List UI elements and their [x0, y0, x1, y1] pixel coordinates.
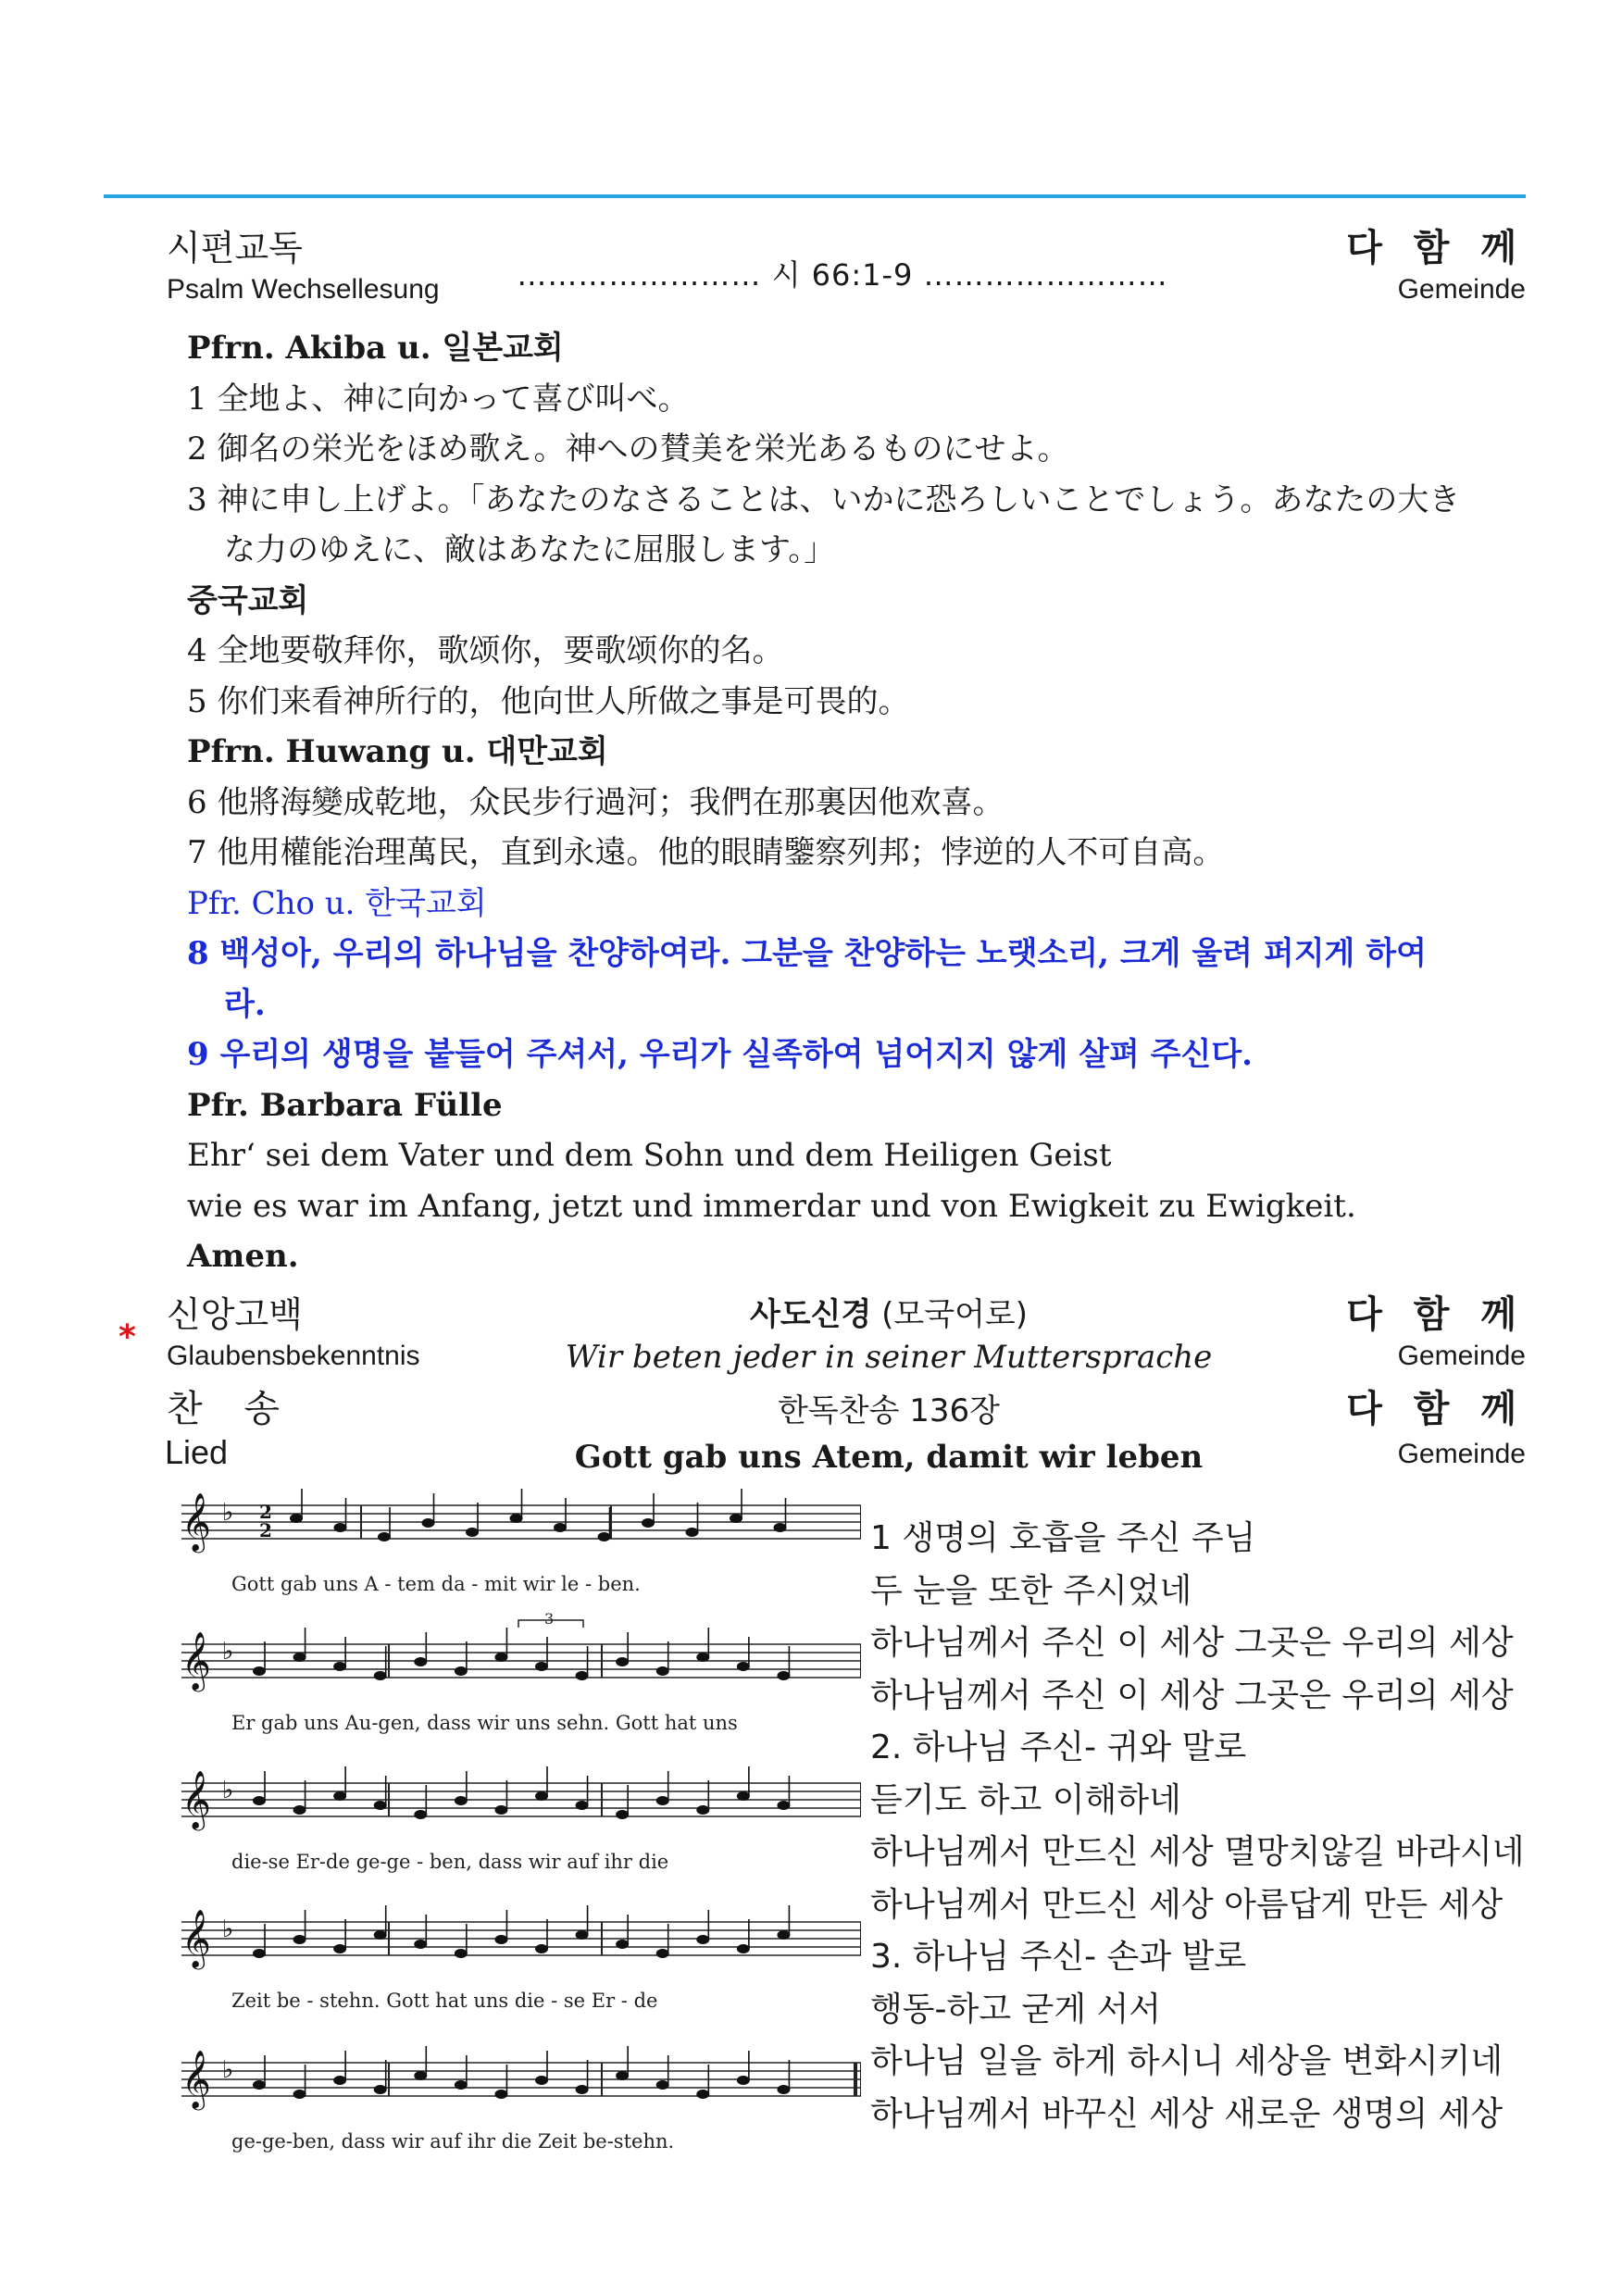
note-head — [414, 2071, 427, 2080]
psalm-title-ko: 시편교독 — [167, 228, 303, 268]
note-head — [455, 1949, 468, 1958]
note-head — [737, 1944, 750, 1953]
flat-sign-icon: ♭ — [222, 1915, 234, 1943]
time-signature-bottom: 2 — [259, 1519, 272, 1541]
note-head — [616, 2071, 629, 2080]
psalm-right-ko: 다 함 께 — [1346, 227, 1526, 269]
korean-lyric-line: 하나님께서 만드신 세상 멸망치않길 바라시네 — [870, 1833, 1525, 1871]
korean-lyric-line: 하나님께서 만드신 세상 아름답게 만든 세상 — [870, 1885, 1503, 1924]
note-head — [777, 2085, 790, 2094]
note-head — [616, 1657, 629, 1666]
note-head — [253, 1666, 266, 1676]
note-head — [293, 1935, 306, 1944]
score-lyric: ge-ge-ben, dass wir auf ihr die Zeit be-stehn. — [231, 2130, 675, 2152]
korean-lyrics — [870, 1518, 1537, 2166]
note-head — [494, 1653, 507, 1662]
reading-line: 1 全地よ、神に向かって喜び叫べ。 — [187, 380, 690, 418]
reading-line: Amen. — [187, 1238, 299, 1275]
creed-note: (모국어로) — [871, 1296, 1029, 1333]
note-head — [253, 1796, 266, 1805]
score-lyric: die-se Er-de ge-ge - ben, dass wir auf ihr die — [231, 1851, 669, 1873]
reading-line: Pfr. Cho u. 한국교회 — [187, 884, 487, 922]
reading-line: Ehr‘ sei dem Vater und dem Sohn und dem Heiligen Geist — [187, 1137, 1112, 1174]
note-head — [696, 1653, 709, 1662]
korean-lyric-line: 1 생명의 호흡을 주신 주님 — [870, 1519, 1256, 1557]
psalm-title-de: Psalm Wechsellesung — [167, 274, 440, 305]
standing-star: * — [119, 1318, 136, 1356]
time-signature-top: 2 — [259, 1501, 272, 1523]
score-lyric: Zeit be - stehn. Gott hat uns die - se Er - de — [231, 1990, 658, 2012]
note-head — [656, 1796, 669, 1805]
flat-sign-icon: ♭ — [222, 2056, 234, 2084]
korean-lyric-line: 행동-하고 굳게 서서 — [870, 1990, 1162, 2028]
reading-line: 4 全地要敬拜你，歌颂你，要歌颂你的名。 — [187, 632, 784, 669]
reading-line: Pfrn. Akiba u. 일본교회 — [187, 330, 564, 367]
korean-lyric-line: 하나님 일을 하게 하시니 세상을 변화시키네 — [870, 2042, 1503, 2080]
note-head — [535, 1662, 548, 1671]
note-head — [494, 1935, 507, 1944]
note-head — [656, 1949, 669, 1958]
note-head — [576, 1930, 589, 1940]
reading-line: 2 御名の栄光をほめ歌え。神への賛美を栄光あるものにせよ。 — [187, 430, 1069, 468]
hymn-name: Gott gab uns Atem, damit wir leben — [574, 1439, 1204, 1476]
reading-line: 5 你们来看神所行的，他向世人所做之事是可畏的。 — [187, 682, 910, 720]
note-head — [535, 2076, 548, 2085]
note-head — [334, 1523, 347, 1532]
note-head — [333, 1791, 346, 1801]
psalm-reference: …………………… 시 66:1-9 …………………… — [517, 257, 1168, 293]
korean-lyric-line: 하나님께서 바꾸신 세상 새로운 생명의 세상 — [870, 2094, 1503, 2133]
hymn-right-ko: 다 함 께 — [1346, 1388, 1526, 1430]
note-head — [554, 1523, 567, 1532]
note-head — [616, 1940, 629, 1949]
note-head — [494, 1805, 507, 1815]
note-head — [494, 2090, 507, 2099]
treble-clef-icon: 𝄞 — [181, 1492, 211, 1551]
reading-line: Pfr. Barbara Fülle — [187, 1086, 503, 1124]
reading-line: 8 백성아, 우리의 하나님을 찬양하여라. 그분을 찬양하는 노랫소리, 크게 울려 퍼지게 하여 — [187, 935, 1427, 972]
note-head — [290, 1514, 303, 1523]
note-head — [535, 1944, 548, 1953]
treble-clef-icon: 𝄞 — [181, 1770, 211, 1828]
note-head — [737, 1791, 750, 1801]
flat-sign-icon: ♭ — [222, 1499, 234, 1527]
korean-lyric-line: 두 눈을 또한 주시었네 — [870, 1571, 1192, 1610]
psalm-right-de: Gemeinde — [1397, 274, 1526, 305]
treble-clef-icon: 𝄞 — [181, 1909, 211, 1967]
note-head — [696, 2090, 709, 2099]
note-head — [414, 1810, 427, 1819]
note-head — [455, 1796, 468, 1805]
treble-clef-icon: 𝄞 — [181, 1631, 211, 1690]
reading-line: 9 우리의 생명을 붙들어 주셔서, 우리가 실족하여 넘어지지 않게 살펴 주신다. — [187, 1036, 1254, 1073]
note-head — [510, 1514, 523, 1523]
korean-lyric-line: 2. 하나님 주신- 귀와 말로 — [870, 1728, 1247, 1766]
reading-line: な力のゆえに、敵はあなたに屈服します。」 — [224, 531, 836, 568]
triplet-number: 3 — [544, 1610, 555, 1628]
note-head — [374, 1801, 387, 1810]
creed-right-ko: 다 함 께 — [1346, 1293, 1526, 1336]
note-head — [333, 1662, 346, 1671]
note-head — [378, 1532, 391, 1541]
note-head — [535, 1791, 548, 1801]
note-head — [686, 1528, 699, 1537]
note-head — [374, 2085, 387, 2094]
note-head — [696, 1805, 709, 1815]
note-head — [774, 1523, 787, 1532]
creed-title-de: Glaubensbekenntnis — [167, 1341, 420, 1371]
note-head — [333, 1944, 346, 1953]
note-head — [777, 1930, 790, 1940]
sheet-music — [176, 1489, 861, 2192]
reading-line: 중국교회 — [187, 581, 309, 619]
reading-line: 7 他用權能治理萬民，直到永遠。他的眼睛鑒察列邦；悖逆的人不可自高。 — [187, 834, 1225, 871]
reading-line: 6 他將海變成乾地，众民步行過河；我們在那裏因他欢喜。 — [187, 783, 1004, 821]
note-head — [374, 1930, 387, 1940]
hymn-title-de: Lied — [165, 1433, 229, 1471]
korean-lyric-line: 듣기도 하고 이해하네 — [870, 1780, 1181, 1819]
note-head — [576, 1801, 589, 1810]
note-head — [576, 1671, 589, 1680]
note-head — [598, 1532, 611, 1541]
note-head — [455, 1666, 468, 1676]
note-head — [333, 2076, 346, 2085]
note-head — [730, 1514, 742, 1523]
note-head — [777, 1801, 790, 1810]
hymn-right-de: Gemeinde — [1397, 1439, 1526, 1469]
note-head — [466, 1528, 479, 1537]
hymn-title-ko: 찬 송 — [167, 1388, 294, 1430]
note-head — [414, 1940, 427, 1949]
note-head — [642, 1518, 655, 1528]
creed-name: 사도신경 — [749, 1296, 872, 1333]
creed-title-ko: 신앙고백 — [167, 1294, 303, 1335]
reading-line: 라. — [224, 985, 266, 1023]
note-head — [253, 2080, 266, 2090]
treble-clef-icon: 𝄞 — [181, 2050, 211, 2108]
note-head — [414, 1657, 427, 1666]
reading-line: Pfrn. Huwang u. 대만교회 — [187, 733, 608, 770]
note-head — [455, 2080, 468, 2090]
note-head — [737, 1662, 750, 1671]
note-head — [696, 1935, 709, 1944]
note-head — [374, 1671, 387, 1680]
note-head — [293, 2090, 306, 2099]
korean-lyric-line: 하나님께서 주신 이 세상 그곳은 우리의 세상 — [870, 1676, 1514, 1715]
score-lyric: Gott gab uns A - tem da - mit wir le - ben. — [231, 1573, 641, 1595]
score-lyric: Er gab uns Au-gen, dass wir uns sehn. Gott hat uns — [231, 1712, 738, 1734]
reading-line: 3 神に申し上げよ。「あなたのなさることは、いかに恐ろしいことでしょう。あなたの大き — [187, 480, 1461, 518]
psalm-reading — [187, 330, 1520, 1274]
note-head — [293, 1653, 306, 1662]
note-head — [422, 1518, 435, 1528]
korean-lyric-line: 3. 하나님 주신- 손과 발로 — [870, 1938, 1247, 1976]
creed-center-de: Wir beten jeder in seiner Muttersprache — [565, 1339, 1213, 1376]
reading-line: wie es war im Anfang, jetzt und immerdar und von Ewigkeit zu Ewigkeit. — [187, 1187, 1356, 1225]
flat-sign-icon: ♭ — [222, 1638, 234, 1666]
creed-right-de: Gemeinde — [1397, 1341, 1526, 1371]
top-rule — [104, 194, 1526, 198]
note-head — [576, 2085, 589, 2094]
flat-sign-icon: ♭ — [222, 1777, 234, 1804]
korean-lyric-line: 하나님께서 주신 이 세상 그곳은 우리의 세상 — [870, 1624, 1514, 1662]
creed-center-ko — [481, 1294, 1296, 1335]
note-head — [656, 1666, 669, 1676]
note-head — [253, 1949, 266, 1958]
note-head — [656, 2080, 669, 2090]
note-head — [293, 1805, 306, 1815]
note-head — [616, 1810, 629, 1819]
note-head — [777, 1671, 790, 1680]
hymn-number: 한독찬송 136장 — [778, 1392, 1000, 1429]
note-head — [737, 2076, 750, 2085]
